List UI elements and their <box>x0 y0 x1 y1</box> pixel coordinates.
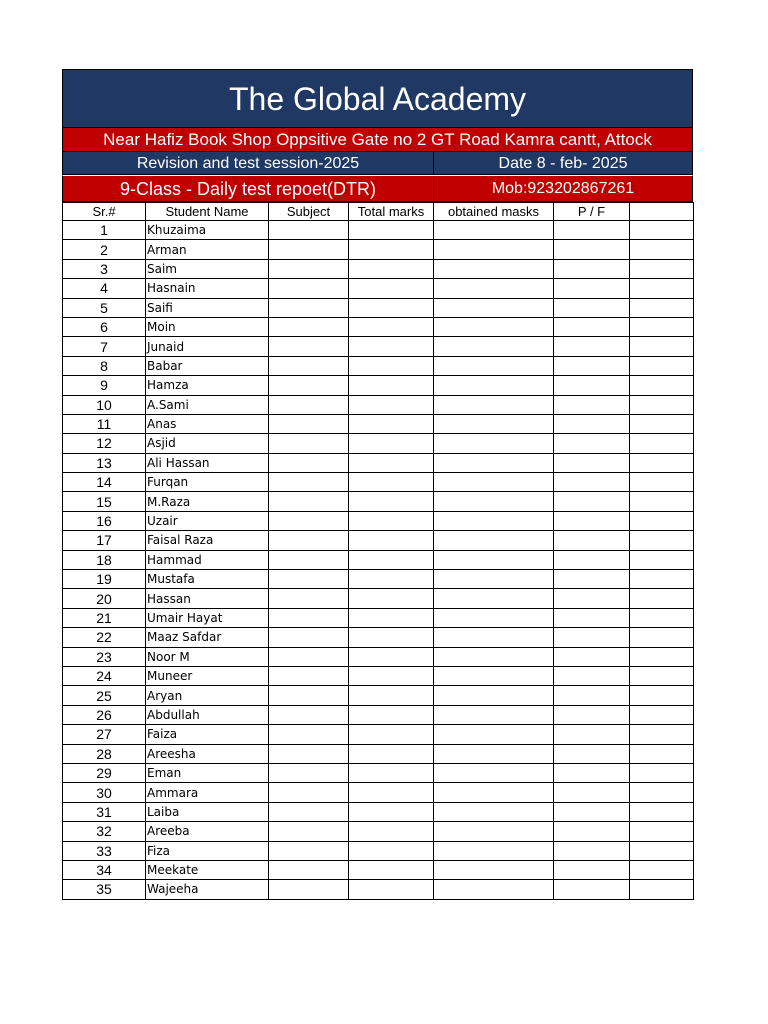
pass-fail-cell[interactable] <box>554 570 630 589</box>
obtained-marks-cell[interactable] <box>434 337 554 356</box>
obtained-marks-cell[interactable] <box>434 298 554 317</box>
sr-cell: 4 <box>63 279 146 298</box>
student-name-cell: Babar <box>146 356 269 375</box>
obtained-marks-cell[interactable] <box>434 841 554 860</box>
student-name-cell: Moin <box>146 317 269 336</box>
table-row <box>63 356 694 375</box>
extra-cell[interactable] <box>630 589 694 608</box>
col-header-extra <box>630 203 694 221</box>
subject-cell[interactable] <box>269 259 349 278</box>
sr-cell: 29 <box>63 763 146 782</box>
pass-fail-cell[interactable] <box>554 473 630 492</box>
obtained-marks-cell[interactable] <box>434 531 554 550</box>
sr-cell: 19 <box>63 570 146 589</box>
subject-cell[interactable] <box>269 705 349 724</box>
table-row <box>63 453 694 472</box>
total-marks-cell[interactable] <box>349 453 434 472</box>
table-row <box>63 298 694 317</box>
sr-cell: 35 <box>63 880 146 899</box>
table-row <box>63 589 694 608</box>
sr-cell: 3 <box>63 259 146 278</box>
student-name-cell: Meekate <box>146 860 269 879</box>
student-name-cell: Khuzaima <box>146 221 269 240</box>
table-row <box>63 570 694 589</box>
table-row <box>63 531 694 550</box>
sr-cell: 12 <box>63 434 146 453</box>
date-label: Date 8 - feb- 2025 <box>498 155 628 172</box>
table-row <box>63 763 694 782</box>
pass-fail-cell[interactable] <box>554 666 630 685</box>
total-marks-cell[interactable] <box>349 822 434 841</box>
subject-cell[interactable] <box>269 473 349 492</box>
total-marks-cell[interactable] <box>349 317 434 336</box>
pass-fail-cell[interactable] <box>554 492 630 511</box>
obtained-marks-cell[interactable] <box>434 414 554 433</box>
extra-cell[interactable] <box>630 802 694 821</box>
obtained-marks-cell[interactable] <box>434 221 554 240</box>
pass-fail-cell[interactable] <box>554 783 630 802</box>
total-marks-cell[interactable] <box>349 492 434 511</box>
col-header-name: Student Name <box>146 203 269 221</box>
total-marks-cell[interactable] <box>349 686 434 705</box>
col-header-total: Total marks <box>349 203 434 221</box>
obtained-marks-cell[interactable] <box>434 259 554 278</box>
total-marks-cell[interactable] <box>349 725 434 744</box>
table-row <box>63 473 694 492</box>
sr-cell: 5 <box>63 298 146 317</box>
total-marks-cell[interactable] <box>349 763 434 782</box>
student-name-cell: Faisal Raza <box>146 531 269 550</box>
extra-cell[interactable] <box>630 511 694 530</box>
obtained-marks-cell[interactable] <box>434 570 554 589</box>
total-marks-cell[interactable] <box>349 608 434 627</box>
sr-cell: 11 <box>63 414 146 433</box>
pass-fail-cell[interactable] <box>554 802 630 821</box>
student-name-cell: Hassan <box>146 589 269 608</box>
pass-fail-cell[interactable] <box>554 647 630 666</box>
extra-cell[interactable] <box>630 414 694 433</box>
pass-fail-cell[interactable] <box>554 550 630 569</box>
student-name-cell: Uzair <box>146 511 269 530</box>
pass-fail-cell[interactable] <box>554 744 630 763</box>
obtained-marks-cell[interactable] <box>434 783 554 802</box>
total-marks-cell[interactable] <box>349 511 434 530</box>
sr-cell: 13 <box>63 453 146 472</box>
subject-cell[interactable] <box>269 783 349 802</box>
obtained-marks-cell[interactable] <box>434 453 554 472</box>
student-name-cell: Noor M <box>146 647 269 666</box>
class-row <box>62 175 693 202</box>
class-label: 9-Class - Daily test repoet(DTR) <box>63 176 434 201</box>
sr-cell: 22 <box>63 628 146 647</box>
obtained-marks-cell[interactable] <box>434 763 554 782</box>
report-sheet <box>62 69 693 900</box>
subject-cell[interactable] <box>269 434 349 453</box>
subject-cell[interactable] <box>269 337 349 356</box>
total-marks-cell[interactable] <box>349 395 434 414</box>
table-row <box>63 860 694 879</box>
student-name-cell: Asjid <box>146 434 269 453</box>
sr-cell: 2 <box>63 240 146 259</box>
student-name-cell: Arman <box>146 240 269 259</box>
extra-cell[interactable] <box>630 744 694 763</box>
student-name-cell: Eman <box>146 763 269 782</box>
sr-cell: 15 <box>63 492 146 511</box>
extra-cell[interactable] <box>630 492 694 511</box>
sr-cell: 34 <box>63 860 146 879</box>
table-row <box>63 376 694 395</box>
sr-cell: 18 <box>63 550 146 569</box>
student-name-cell: Wajeeha <box>146 880 269 899</box>
total-marks-cell[interactable] <box>349 880 434 899</box>
table-row <box>63 550 694 569</box>
total-marks-cell[interactable] <box>349 744 434 763</box>
sr-cell: 23 <box>63 647 146 666</box>
table-row <box>63 317 694 336</box>
student-name-cell: Hasnain <box>146 279 269 298</box>
obtained-marks-cell[interactable] <box>434 492 554 511</box>
table-row <box>63 841 694 860</box>
pass-fail-cell[interactable] <box>554 880 630 899</box>
student-name-cell: Areesha <box>146 744 269 763</box>
extra-cell[interactable] <box>630 259 694 278</box>
subject-cell[interactable] <box>269 647 349 666</box>
obtained-marks-cell[interactable] <box>434 395 554 414</box>
total-marks-cell[interactable] <box>349 337 434 356</box>
extra-cell[interactable] <box>630 298 694 317</box>
table-row <box>63 686 694 705</box>
sr-cell: 32 <box>63 822 146 841</box>
pass-fail-cell[interactable] <box>554 511 630 530</box>
pass-fail-cell[interactable] <box>554 376 630 395</box>
obtained-marks-cell[interactable] <box>434 376 554 395</box>
pass-fail-cell[interactable] <box>554 298 630 317</box>
student-name-cell: M.Raza <box>146 492 269 511</box>
table-row <box>63 725 694 744</box>
student-name-cell: Saifi <box>146 298 269 317</box>
col-header-sr: Sr.# <box>63 203 146 221</box>
total-marks-cell[interactable] <box>349 298 434 317</box>
student-name-cell: Muneer <box>146 666 269 685</box>
pass-fail-cell[interactable] <box>554 725 630 744</box>
sr-cell: 7 <box>63 337 146 356</box>
sr-cell: 14 <box>63 473 146 492</box>
academy-title: The Global Academy <box>62 69 693 128</box>
subject-cell[interactable] <box>269 628 349 647</box>
sr-cell: 16 <box>63 511 146 530</box>
table-row <box>63 744 694 763</box>
pass-fail-cell[interactable] <box>554 337 630 356</box>
student-name-cell: Ali Hassan <box>146 453 269 472</box>
obtained-marks-cell[interactable] <box>434 240 554 259</box>
table-row <box>63 822 694 841</box>
extra-cell[interactable] <box>630 647 694 666</box>
table-row <box>63 802 694 821</box>
student-name-cell: Ammara <box>146 783 269 802</box>
pass-fail-cell[interactable] <box>554 240 630 259</box>
total-marks-cell[interactable] <box>349 647 434 666</box>
student-name-cell: Maaz Safdar <box>146 628 269 647</box>
total-marks-cell[interactable] <box>349 841 434 860</box>
total-marks-cell[interactable] <box>349 434 434 453</box>
pass-fail-cell[interactable] <box>554 608 630 627</box>
extra-cell[interactable] <box>630 570 694 589</box>
student-name-cell: Hamza <box>146 376 269 395</box>
sr-cell: 6 <box>63 317 146 336</box>
total-marks-cell[interactable] <box>349 240 434 259</box>
subject-cell[interactable] <box>269 279 349 298</box>
table-row <box>63 414 694 433</box>
extra-cell[interactable] <box>630 628 694 647</box>
table-row <box>63 880 694 899</box>
student-name-cell: Fiza <box>146 841 269 860</box>
table-body <box>63 221 694 900</box>
total-marks-cell[interactable] <box>349 705 434 724</box>
total-marks-cell[interactable] <box>349 259 434 278</box>
pass-fail-cell[interactable] <box>554 434 630 453</box>
table-row <box>63 666 694 685</box>
obtained-marks-cell[interactable] <box>434 356 554 375</box>
extra-cell[interactable] <box>630 880 694 899</box>
obtained-marks-cell[interactable] <box>434 666 554 685</box>
total-marks-cell[interactable] <box>349 221 434 240</box>
pass-fail-cell[interactable] <box>554 395 630 414</box>
table-row <box>63 783 694 802</box>
obtained-marks-cell[interactable] <box>434 822 554 841</box>
pass-fail-cell[interactable] <box>554 453 630 472</box>
obtained-marks-cell[interactable] <box>434 647 554 666</box>
student-name-cell: Faiza <box>146 725 269 744</box>
subject-cell[interactable] <box>269 686 349 705</box>
extra-cell[interactable] <box>630 317 694 336</box>
table-row <box>63 628 694 647</box>
table-row <box>63 434 694 453</box>
sr-cell: 27 <box>63 725 146 744</box>
obtained-marks-cell[interactable] <box>434 725 554 744</box>
extra-cell[interactable] <box>630 221 694 240</box>
subject-cell[interactable] <box>269 822 349 841</box>
col-header-obtained: obtained masks <box>434 203 554 221</box>
extra-cell[interactable] <box>630 860 694 879</box>
subject-cell[interactable] <box>269 376 349 395</box>
subject-cell[interactable] <box>269 221 349 240</box>
sr-cell: 31 <box>63 802 146 821</box>
subject-cell[interactable] <box>269 395 349 414</box>
table-row <box>63 337 694 356</box>
table-row <box>63 221 694 240</box>
subject-cell[interactable] <box>269 317 349 336</box>
total-marks-cell[interactable] <box>349 356 434 375</box>
student-name-cell: Aryan <box>146 686 269 705</box>
mobile-label: Mob:923202867261 <box>491 180 635 197</box>
subject-cell[interactable] <box>269 570 349 589</box>
sr-cell: 10 <box>63 395 146 414</box>
subject-cell[interactable] <box>269 531 349 550</box>
total-marks-cell[interactable] <box>349 628 434 647</box>
extra-cell[interactable] <box>630 531 694 550</box>
obtained-marks-cell[interactable] <box>434 550 554 569</box>
pass-fail-cell[interactable] <box>554 589 630 608</box>
extra-cell[interactable] <box>630 395 694 414</box>
student-name-cell: Saim <box>146 259 269 278</box>
obtained-marks-cell[interactable] <box>434 589 554 608</box>
extra-cell[interactable] <box>630 473 694 492</box>
pass-fail-cell[interactable] <box>554 221 630 240</box>
pass-fail-cell[interactable] <box>554 686 630 705</box>
sr-cell: 9 <box>63 376 146 395</box>
table-row <box>63 279 694 298</box>
pass-fail-cell[interactable] <box>554 705 630 724</box>
subject-cell[interactable] <box>269 492 349 511</box>
pass-fail-cell[interactable] <box>554 279 630 298</box>
table-row <box>63 395 694 414</box>
table-row <box>63 511 694 530</box>
subject-cell[interactable] <box>269 841 349 860</box>
obtained-marks-cell[interactable] <box>434 860 554 879</box>
obtained-marks-cell[interactable] <box>434 608 554 627</box>
sr-cell: 1 <box>63 221 146 240</box>
extra-cell[interactable] <box>630 240 694 259</box>
pass-fail-cell[interactable] <box>554 531 630 550</box>
subject-cell[interactable] <box>269 608 349 627</box>
obtained-marks-cell[interactable] <box>434 511 554 530</box>
total-marks-cell[interactable] <box>349 550 434 569</box>
sr-cell: 30 <box>63 783 146 802</box>
obtained-marks-cell[interactable] <box>434 880 554 899</box>
total-marks-cell[interactable] <box>349 860 434 879</box>
table-row <box>63 259 694 278</box>
obtained-marks-cell[interactable] <box>434 802 554 821</box>
total-marks-cell[interactable] <box>349 589 434 608</box>
session-label: Revision and test session-2025 <box>63 152 434 174</box>
pass-fail-cell[interactable] <box>554 628 630 647</box>
sr-cell: 21 <box>63 608 146 627</box>
table-row <box>63 608 694 627</box>
student-name-cell: Areeba <box>146 822 269 841</box>
total-marks-cell[interactable] <box>349 414 434 433</box>
extra-cell[interactable] <box>630 841 694 860</box>
subject-cell[interactable] <box>269 860 349 879</box>
student-name-cell: Abdullah <box>146 705 269 724</box>
subject-cell[interactable] <box>269 414 349 433</box>
student-table <box>62 202 694 900</box>
obtained-marks-cell[interactable] <box>434 434 554 453</box>
subject-cell[interactable] <box>269 511 349 530</box>
extra-cell[interactable] <box>630 356 694 375</box>
extra-cell[interactable] <box>630 686 694 705</box>
extra-cell[interactable] <box>630 763 694 782</box>
obtained-marks-cell[interactable] <box>434 686 554 705</box>
subject-cell[interactable] <box>269 356 349 375</box>
extra-cell[interactable] <box>630 550 694 569</box>
col-header-subject: Subject <box>269 203 349 221</box>
total-marks-cell[interactable] <box>349 570 434 589</box>
pass-fail-cell[interactable] <box>554 414 630 433</box>
student-name-cell: Umair Hayat <box>146 608 269 627</box>
subject-cell[interactable] <box>269 666 349 685</box>
session-row <box>62 152 693 175</box>
extra-cell[interactable] <box>630 725 694 744</box>
col-header-pf: P / F <box>554 203 630 221</box>
student-name-cell: Junaid <box>146 337 269 356</box>
subject-cell[interactable] <box>269 589 349 608</box>
subject-cell[interactable] <box>269 725 349 744</box>
sr-cell: 33 <box>63 841 146 860</box>
subject-cell[interactable] <box>269 802 349 821</box>
extra-cell[interactable] <box>630 434 694 453</box>
total-marks-cell[interactable] <box>349 473 434 492</box>
pass-fail-cell[interactable] <box>554 822 630 841</box>
subject-cell[interactable] <box>269 744 349 763</box>
table-row <box>63 705 694 724</box>
pass-fail-cell[interactable] <box>554 841 630 860</box>
total-marks-cell[interactable] <box>349 531 434 550</box>
sr-cell: 17 <box>63 531 146 550</box>
obtained-marks-cell[interactable] <box>434 744 554 763</box>
total-marks-cell[interactable] <box>349 279 434 298</box>
obtained-marks-cell[interactable] <box>434 473 554 492</box>
pass-fail-cell[interactable] <box>554 317 630 336</box>
obtained-marks-cell[interactable] <box>434 317 554 336</box>
student-name-cell: A.Sami <box>146 395 269 414</box>
extra-cell[interactable] <box>630 453 694 472</box>
subject-cell[interactable] <box>269 298 349 317</box>
extra-cell[interactable] <box>630 608 694 627</box>
student-name-cell: Hammad <box>146 550 269 569</box>
extra-cell[interactable] <box>630 666 694 685</box>
extra-cell[interactable] <box>630 783 694 802</box>
extra-cell[interactable] <box>630 337 694 356</box>
total-marks-cell[interactable] <box>349 376 434 395</box>
subject-cell[interactable] <box>269 240 349 259</box>
table-header-row <box>63 203 694 221</box>
total-marks-cell[interactable] <box>349 783 434 802</box>
obtained-marks-cell[interactable] <box>434 628 554 647</box>
subject-cell[interactable] <box>269 880 349 899</box>
student-name-cell: Furqan <box>146 473 269 492</box>
extra-cell[interactable] <box>630 279 694 298</box>
subject-cell[interactable] <box>269 763 349 782</box>
subject-cell[interactable] <box>269 550 349 569</box>
sr-cell: 8 <box>63 356 146 375</box>
student-name-cell: Anas <box>146 414 269 433</box>
sr-cell: 26 <box>63 705 146 724</box>
sr-cell: 20 <box>63 589 146 608</box>
obtained-marks-cell[interactable] <box>434 705 554 724</box>
sr-cell: 25 <box>63 686 146 705</box>
extra-cell[interactable] <box>630 705 694 724</box>
subject-cell[interactable] <box>269 453 349 472</box>
extra-cell[interactable] <box>630 822 694 841</box>
table-row <box>63 647 694 666</box>
table-row <box>63 240 694 259</box>
pass-fail-cell[interactable] <box>554 259 630 278</box>
student-name-cell: Laiba <box>146 802 269 821</box>
academy-address: Near Hafiz Book Shop Oppsitive Gate no 2 GT Road Kamra cantt, Attock <box>62 128 693 152</box>
sr-cell: 24 <box>63 666 146 685</box>
student-name-cell: Mustafa <box>146 570 269 589</box>
total-marks-cell[interactable] <box>349 802 434 821</box>
pass-fail-cell[interactable] <box>554 763 630 782</box>
pass-fail-cell[interactable] <box>554 356 630 375</box>
sr-cell: 28 <box>63 744 146 763</box>
extra-cell[interactable] <box>630 376 694 395</box>
obtained-marks-cell[interactable] <box>434 279 554 298</box>
total-marks-cell[interactable] <box>349 666 434 685</box>
table-row <box>63 492 694 511</box>
pass-fail-cell[interactable] <box>554 860 630 879</box>
